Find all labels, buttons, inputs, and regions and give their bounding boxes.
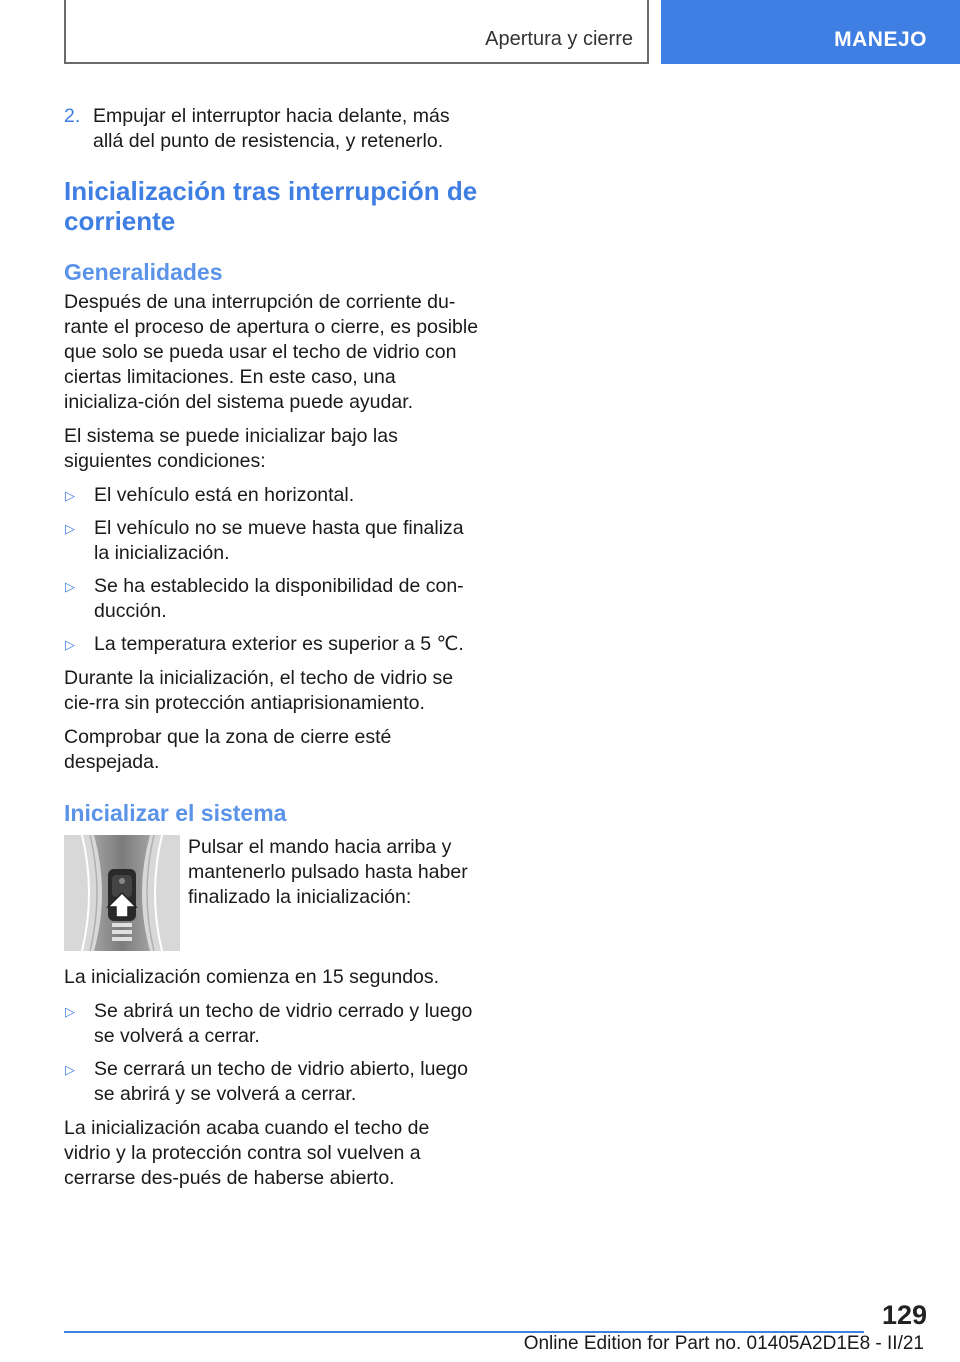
triangle-bullet-icon: ▷: [65, 1004, 75, 1019]
heading-initialize-system: Inicializar el sistema: [64, 800, 287, 826]
footer-edition: Online Edition for Part no. 01405A2D1E8 - II/21: [523, 1333, 924, 1354]
paragraph-start-time: La inicialización comienza en 15 segundos.: [64, 966, 440, 988]
figure-caption: Pulsar el mando hacia arriba y mantenerlo pulsado hasta haber finalizado la inicialización:: [188, 836, 468, 908]
paragraph-check-zone: Comprobar que la zona de cierre esté despejada.: [64, 726, 392, 773]
header-section-title: Apertura y cierre: [485, 28, 633, 50]
list-item: ▷ Se ha establecido la disponibilidad de con-ducción.: [65, 575, 464, 622]
paragraph-no-protection: Durante la inicialización, el techo de vidrio se cie-rra sin protección antiaprisionamiento.: [64, 667, 454, 714]
heading-general: Generalidades: [64, 259, 223, 285]
header-chapter-tab: [661, 0, 960, 64]
paragraph-general-intro: Después de una interrupción de corriente du-rante el proceso de apertura o cierre, es posible que solo se pueda usar el techo de vidrio con ciertas limitaciones. En este caso, una inicializa-ción del sistema puede ayudar.: [64, 291, 479, 413]
triangle-bullet-icon: ▷: [65, 579, 75, 594]
list-item: ▷ La temperatura exterior es superior a 5 ℃.: [65, 633, 464, 655]
heading-initialization: Inicialización tras interrupción de corriente: [64, 176, 478, 236]
numbered-step: [64, 104, 480, 154]
paragraph-conditions-intro: El sistema se puede inicializar bajo las siguientes condiciones:: [64, 425, 398, 472]
triangle-bullet-icon: ▷: [65, 521, 75, 536]
triangle-bullet-icon: ▷: [65, 1062, 75, 1077]
results-list: [64, 999, 480, 1107]
list-item: ▷ El vehículo está en horizontal.: [65, 484, 355, 506]
step-text: Empujar el interruptor hacia delante, más allá del punto de resistencia, y retenerlo.: [93, 105, 450, 152]
triangle-bullet-icon: ▷: [65, 637, 75, 652]
main-content: [64, 104, 480, 1200]
conditions-list: [64, 483, 480, 657]
list-item: ▷ Se abrirá un techo de vidrio cerrado y luego se volverá a cerrar.: [65, 1000, 473, 1047]
paragraph-end-condition: La inicialización acaba cuando el techo de vidrio y la protección contra sol vuelven a cerrarse des-pués de haberse abierto.: [64, 1117, 430, 1189]
roof-switch-icon: [64, 835, 180, 951]
step-number: 2.: [64, 105, 81, 127]
triangle-bullet-icon: ▷: [65, 488, 75, 503]
roof-switch-image: [64, 835, 180, 951]
header-chapter-title: MANEJO: [834, 28, 927, 51]
list-item: ▷ El vehículo no se mueve hasta que finaliza la inicialización.: [65, 517, 464, 564]
header-section-box: [64, 0, 649, 64]
list-item: ▷ Se cerrará un techo de vidrio abierto, luego se abrirá y se volverá a cerrar.: [65, 1058, 468, 1105]
figure-row: [64, 835, 480, 951]
page-number: 129: [881, 1300, 927, 1330]
